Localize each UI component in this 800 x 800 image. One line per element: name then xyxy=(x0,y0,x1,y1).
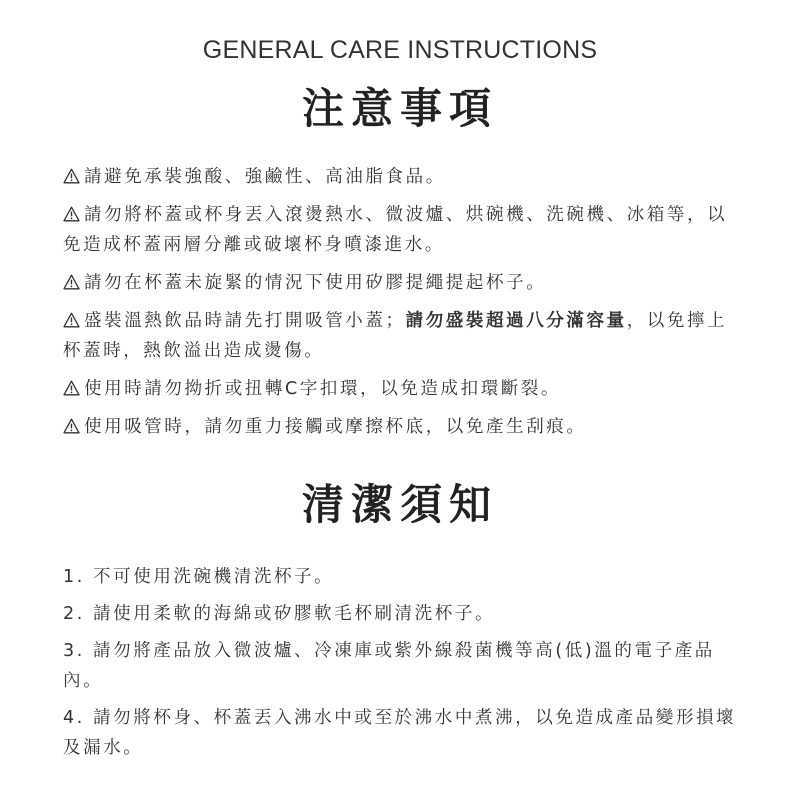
care-item xyxy=(63,162,743,192)
warning-triangle-icon xyxy=(63,206,80,222)
cleaning-title: 清潔須知 xyxy=(301,480,498,529)
cleaning-item: 3. 請勿將產品放入微波爐、冷凍庫或紫外線殺菌機等高(低)溫的電子產品內。 xyxy=(63,641,715,691)
cleaning-item: 1. 不可使用洗碗機清洗杯子。 xyxy=(63,567,335,587)
care-item-bold-text: 請勿盛裝超過八分滿容量 xyxy=(405,311,627,331)
cleaning-item: 2. 請使用柔軟的海綿或矽膠軟毛杯刷清洗杯子。 xyxy=(63,604,496,624)
care-item-text: 請勿在杯蓋未旋緊的情況下使用矽膠提繩提起杯子。 xyxy=(84,273,547,293)
warning-triangle-icon xyxy=(63,418,80,434)
cleaning-instructions-list xyxy=(63,562,743,770)
cleaning-item: 4. 請勿將杯身、杯蓋丟入沸水中或至於沸水中煮沸，以免造成產品變形損壞及漏水。 xyxy=(63,708,737,758)
english-subtitle: GENERAL CARE INSTRUCTIONS xyxy=(202,36,598,64)
care-item-text: 使用吸管時，請勿重力接觸或摩擦杯底，以免產生刮痕。 xyxy=(84,417,587,437)
care-item xyxy=(63,306,743,366)
care-item-text: 請避免承裝強酸、強鹼性、高油脂食品。 xyxy=(84,167,446,187)
warning-triangle-icon xyxy=(63,312,80,328)
care-item xyxy=(63,268,743,298)
care-item xyxy=(63,374,743,404)
warning-triangle-icon xyxy=(63,168,80,184)
care-item-text: ，以免擰上杯蓋時，熱飲溢出造成燙傷。 xyxy=(63,311,728,361)
care-item-text: 盛裝溫熱飲品時請先打開吸管小蓋； xyxy=(84,311,406,331)
warning-triangle-icon xyxy=(63,274,80,290)
care-item-text: 使用時請勿拗折或扭轉C字扣環，以免造成扣環斷裂。 xyxy=(84,379,562,399)
care-instructions-list xyxy=(63,162,743,450)
warning-triangle-icon xyxy=(63,380,80,396)
care-item-text: 請勿將杯蓋或杯身丟入滾燙熱水、微波爐、烘碗機、洗碗機、冰箱等，以免造成杯蓋兩層分離或破壞杯身噴漆進水。 xyxy=(63,205,728,255)
care-item xyxy=(63,412,743,442)
care-title: 注意事項 xyxy=(301,84,498,133)
care-item xyxy=(63,200,743,260)
